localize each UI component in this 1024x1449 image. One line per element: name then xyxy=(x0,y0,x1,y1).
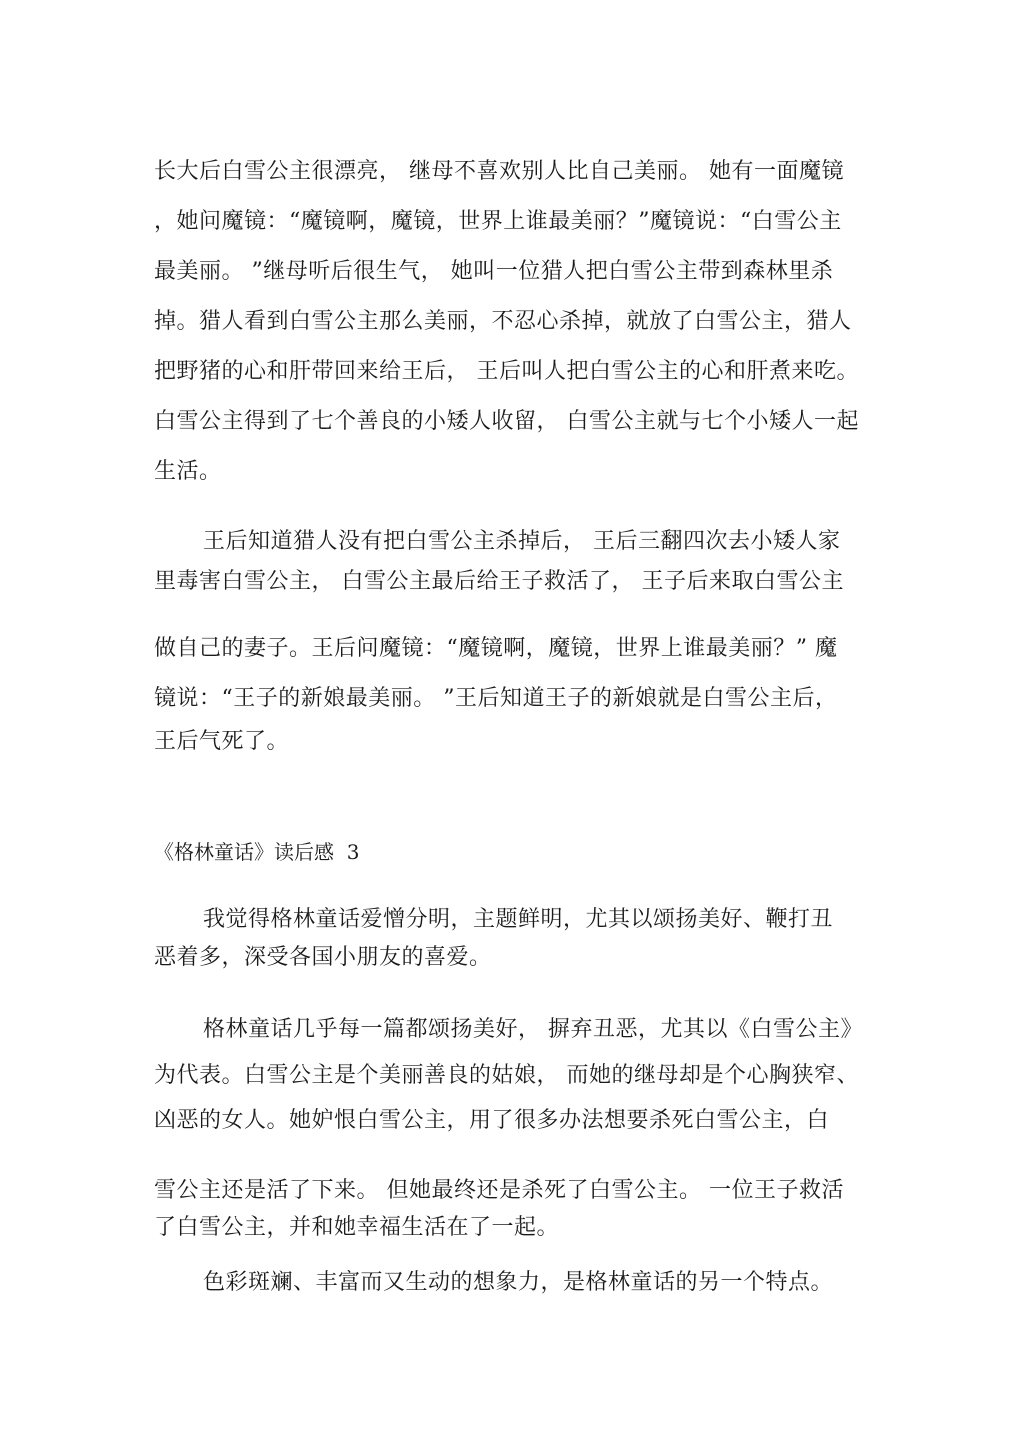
text-line: ，她问魔镜：“魔镜啊，魔镜，世界上谁最美丽？”魔镜说：“白雪公主 xyxy=(154,209,842,234)
text-line: 做自己的妻子。王后问魔镜：“魔镜啊，魔镜，世界上谁最美丽？” 魔 xyxy=(154,636,838,661)
text-line: 最美丽。 ”继母听后很生气， 她叫一位猎人把白雪公主带到森林里杀 xyxy=(154,259,834,284)
text-line: 里毒害白雪公主， 白雪公主最后给王子救活了， 王子后来取白雪公主 xyxy=(154,569,844,594)
text-line: 恶着多，深受各国小朋友的喜爱。 xyxy=(154,945,492,970)
text-line: 雪公主还是活了下来。 但她最终还是杀死了白雪公主。 一位王子救活 xyxy=(154,1178,844,1203)
text-line: 色彩斑斓、丰富而又生动的想象力，是格林童话的另一个特点。 xyxy=(203,1270,834,1295)
section-heading: 《格林童话》读后感 3 xyxy=(154,840,360,864)
text-line: 把野猪的心和肝带回来给王后， 王后叫人把白雪公主的心和肝煮来吃。 xyxy=(154,359,859,384)
text-line: 为代表。白雪公主是个美丽善良的姑娘， 而她的继母却是个心胸狭窄、 xyxy=(154,1063,859,1088)
text-line: 王后气死了。 xyxy=(154,729,290,754)
text-line: 王后知道猎人没有把白雪公主杀掉后， 王后三翻四次去小矮人家 xyxy=(203,529,841,554)
text-line: 了白雪公主，并和她幸福生活在了一起。 xyxy=(154,1215,560,1240)
text-line: 凶恶的女人。她妒恨白雪公主，用了很多办法想要杀死白雪公主，白 xyxy=(154,1108,830,1133)
text-line: 我觉得格林童话爱憎分明，主题鲜明，尤其以颂扬美好、鞭打丑 xyxy=(203,907,834,932)
text-line: 镜说：“王子的新娘最美丽。 ”王后知道王子的新娘就是白雪公主后， xyxy=(154,686,838,711)
text-line: 掉。猎人看到白雪公主那么美丽，不忍心杀掉，就放了白雪公主，猎人 xyxy=(154,309,852,334)
text-line: 格林童话几乎每一篇都颂扬美好， 摒弃丑恶，尤其以《白雪公主》 xyxy=(203,1017,863,1042)
text-line: 生活。 xyxy=(154,459,222,484)
text-line: 长大后白雪公主很漂亮， 继母不喜欢别人比自己美丽。 她有一面魔镜 xyxy=(154,159,844,184)
text-line: 白雪公主得到了七个善良的小矮人收留， 白雪公主就与七个小矮人一起 xyxy=(154,409,859,434)
